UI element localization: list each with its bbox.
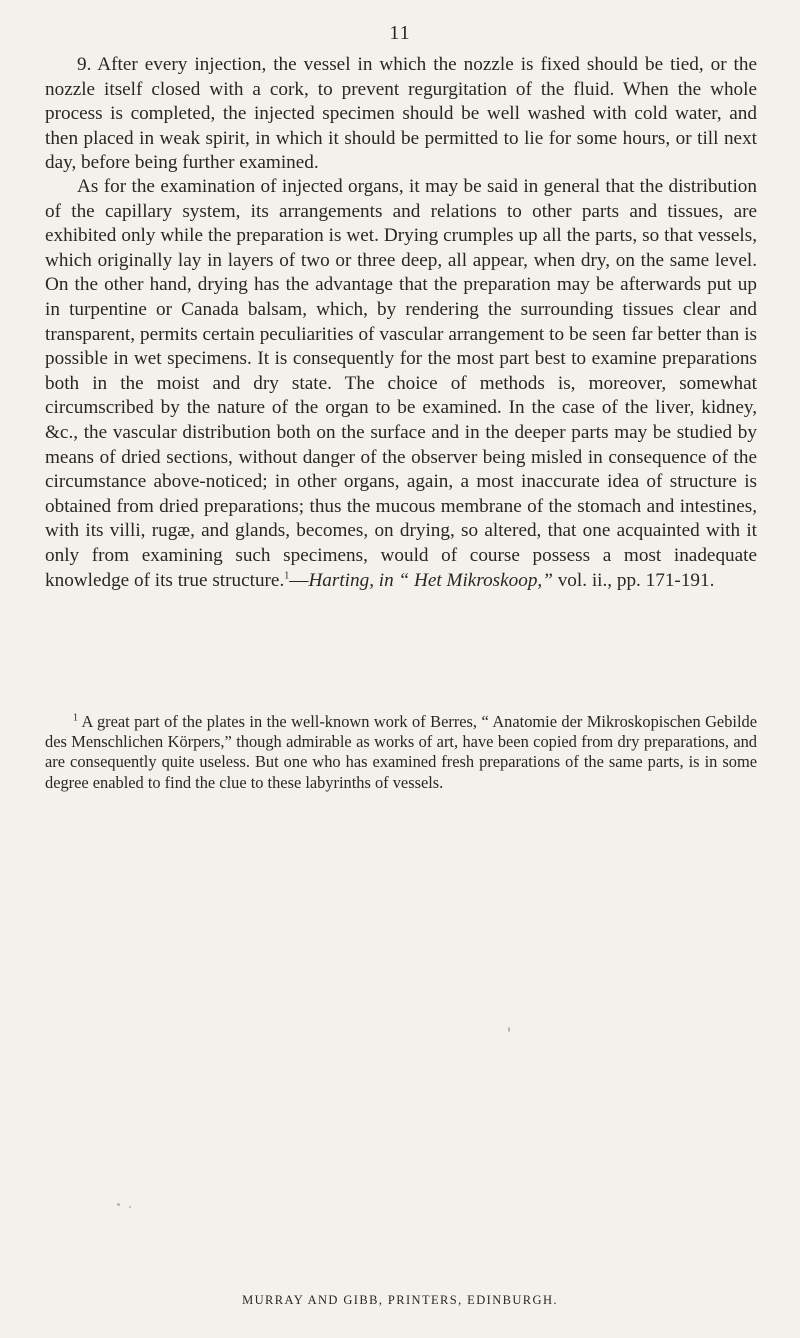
footnote [45,712,757,793]
paper-speck [508,1027,510,1032]
paper-speck [129,1206,131,1208]
footnote-reference: 1 [284,570,290,582]
paper-speck [117,1203,120,1206]
footnote-mark: 1 [73,712,78,724]
paragraph-text: 9. After every injection, the vessel in which the nozzle is fixed should be tied, or the nozzle itself closed with a cork, to prevent regurgitation of the fluid. When the whole process is completed, the injected specimen should be well washed with cold water, and then placed in weak spirit, in which it should be permitted to lie for some hours, or till next day, before being further examined. [45,54,757,174]
page-number: 11 [389,22,411,44]
printer-imprint: MURRAY AND GIBB, PRINTERS, EDINBURGH. [242,1293,558,1307]
paragraph-examination-of-organs [45,175,757,593]
citation: Harting, in “ Het Mikroskoop,” [308,569,553,591]
citation-pages: vol. ii., pp. 171-191. [552,569,715,591]
paragraph-text: As for the examination of injected organs, it may be said in general that the distribution of the capillary system, its arrangements and relations to other parts and tissues, are exhibited only while the preparation is wet. Drying crumples up all the parts, so that vessels, which originally lay in layers of two or three deep, all appear, when dry, on the same level. On the other hand, drying has the advantage that the preparation may be afterwards put up in turpentine or Canada balsam, which, by rendering the surrounding tissues clear and transparent, permits certain peculiarities of vascular arrangement to be seen far better than is possible in wet specimens. It is consequently for the most part best to examine preparations both in the moist and dry state. The choice of methods is, moreover, somewhat circumscribed by the nature of the organ to be examined. In the case of the liver, kidney, &c., the vascular distribution both on the surface and in the deeper parts may be studied by means of dried sections, without danger of the observer being misled in consequence of the circumstance above-noticed; in other organs, again, a most inaccurate idea of structure is obtained from dried preparations; thus the mucous membrane of the stomach and intestines, with its villi, rugæ, and glands, becomes, on drying, so altered, that one acquainted with it only from examining such specimens, would of course possess a most inadequate knowledge of its true structure. [45,176,757,591]
em-dash: — [289,569,309,591]
paragraph-injection-step-9 [45,53,757,176]
footnote-text: A great part of the plates in the well-known work of Berres, “ Anatomie der Mikroskopischen Gebilde des Menschlichen Körpers,” though admirable as works of art, have been copied from dry preparations, and are consequently quite useless. But one who has examined fresh preparations of the same parts, is in some degree enabled to find the clue to these labyrinths of vessels. [45,712,757,792]
